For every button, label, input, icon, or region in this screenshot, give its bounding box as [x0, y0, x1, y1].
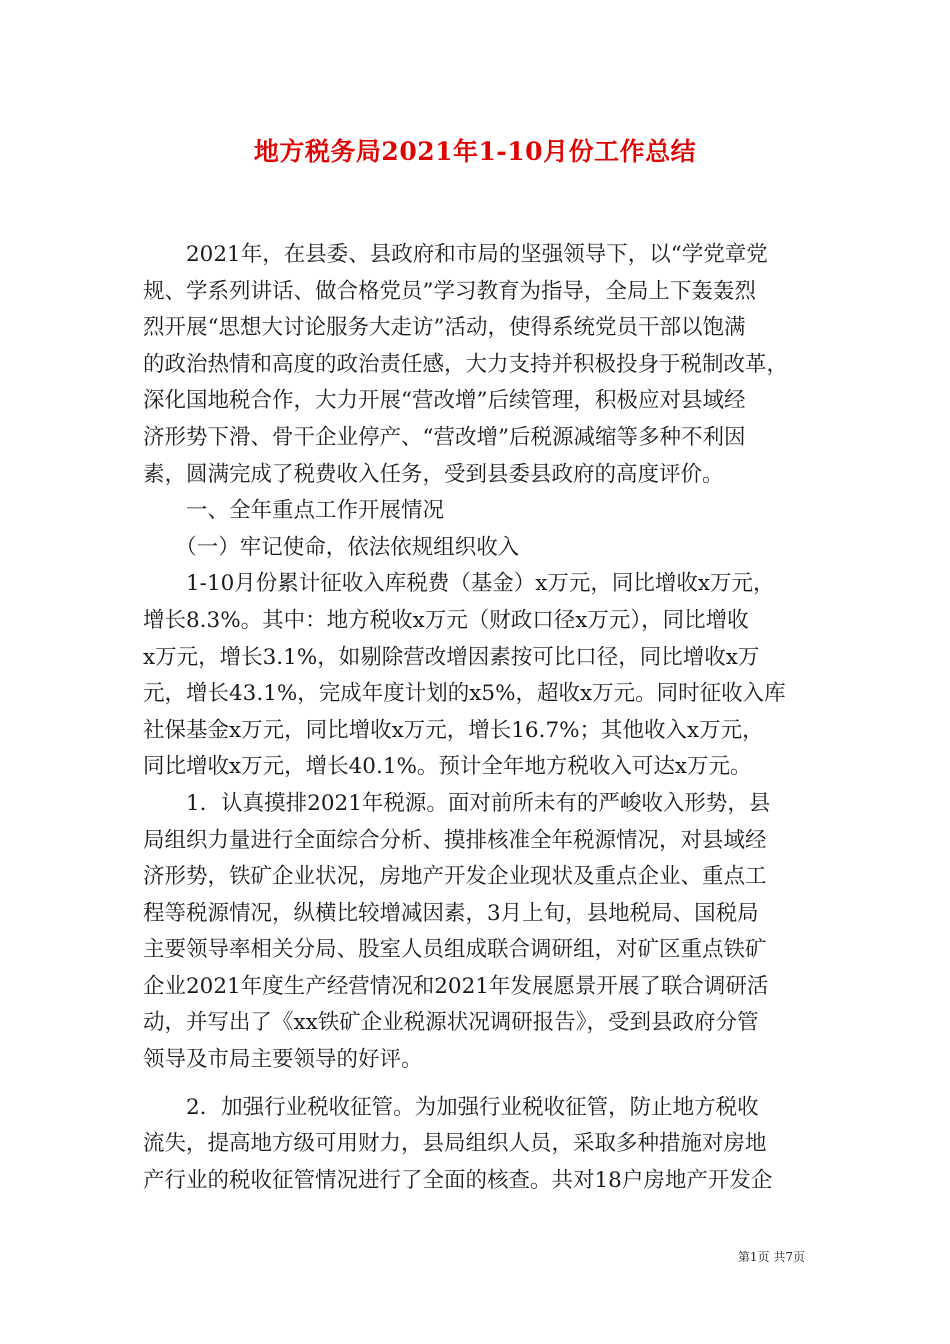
text-line: 局组织力量进行全面综合分析、摸排核准全年税源情况，对县域经 — [143, 827, 767, 853]
text-line: 济形势，铁矿企业状况，房地产开发企业现状及重点企业、重点工 — [143, 864, 767, 890]
text-line: 动，并写出了《xx铁矿企业税源状况调研报告》，受到县政府分管 — [143, 1010, 759, 1036]
text-line: 主要领导率相关分局、股室人员组成联合调研组，对矿区重点铁矿 — [143, 937, 767, 963]
paragraph-spacer — [143, 1079, 813, 1090]
text-line: 的政治热情和高度的政治责任感，大力支持并积极投身于税制改革， — [143, 351, 789, 377]
document-title: 地方税务局2021年1-10月份工作总结 — [253, 137, 697, 166]
text-line: 素，圆满完成了税费收入任务，受到县委县政府的高度评价。 — [143, 461, 724, 487]
text-line: 领导及市局主要领导的好评。 — [143, 1047, 423, 1073]
text-line: 同比增收x万元，增长40.1%。预计全年地方税收入可达x万元。 — [143, 754, 752, 780]
text-line: 2．加强行业税收征管。为加强行业税收征管，防止地方税收 — [143, 1094, 759, 1120]
text-line: 社保基金x万元，同比增收x万元，增长16.7%；其他收入x万元， — [143, 717, 764, 743]
text-line: 规、学系列讲话、做合格党员”学习教育为指导，全局上下轰轰烈 — [143, 278, 756, 304]
text-line: 2021年，在县委、县政府和市局的坚强领导下，以“学党章党 — [143, 242, 768, 267]
text-line: 流失，提高地方级可用财力，县局组织人员，采取多种措施对房地 — [143, 1131, 767, 1157]
page-number: 第1页 共7页 — [737, 1250, 805, 1264]
text-line: 企业2021年度生产经营情况和2021年发展愿景开展了联合调研活 — [143, 973, 769, 999]
subsection-heading: （一）牢记使命，依法依规组织收入 — [143, 534, 520, 560]
text-line: x万元，增长3.1%，如剔除营改增因素按可比口径，同比增收x万 — [143, 644, 760, 670]
text-line: 增长8.3%。其中：地方税收x万元（财政口径x万元），同比增收 — [143, 607, 749, 633]
section-heading: 一、全年重点工作开展情况 — [143, 498, 445, 524]
text-line: 1-10月份累计征收入库税费（基金）x万元，同比增收x万元， — [143, 571, 775, 597]
text-line: 济形势下滑、骨干企业停产、“营改增”后税源减缩等多种不利因 — [143, 424, 746, 450]
text-line: 1．认真摸排2021年税源。面对前所未有的严峻收入形势，县 — [143, 790, 771, 816]
document-body — [143, 237, 813, 1199]
text-line: 程等税源情况，纵横比较增减因素，3月上旬，县地税局、国税局 — [143, 900, 759, 926]
text-line: 产行业的税收征管情况进行了全面的核查。共对18户房地产开发企 — [143, 1167, 773, 1193]
text-line: 深化国地税合作，大力开展“营改增”后续管理，积极应对县域经 — [143, 388, 746, 414]
text-line: 烈开展“思想大讨论服务大走访”活动，使得系统党员干部以饱满 — [143, 315, 746, 341]
text-line: 元，增长43.1%，完成年度计划的x5%，超收x万元。同时征收入库 — [143, 681, 786, 707]
